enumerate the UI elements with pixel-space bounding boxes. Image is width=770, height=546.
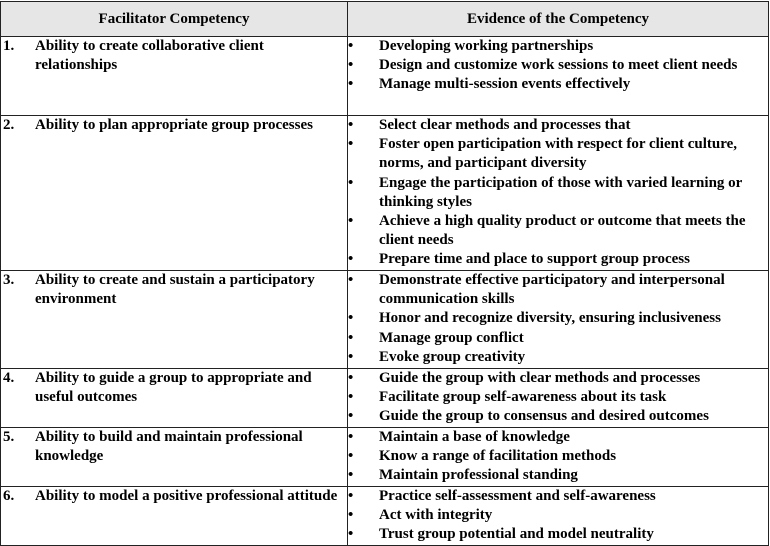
competency-cell <box>1 428 348 487</box>
evidence-text: Evoke group creativity <box>379 348 526 365</box>
bullet-icon: • <box>348 507 354 524</box>
header-row <box>1 2 769 37</box>
bullet-icon: • <box>348 76 354 93</box>
evidence-text: Demonstrate effective participatory and interpersonal communication skills <box>379 272 725 308</box>
bullet-icon: • <box>348 467 354 484</box>
bullet-icon: • <box>348 488 354 504</box>
table-row <box>1 271 769 369</box>
list-item <box>348 487 768 506</box>
list-item <box>348 271 768 309</box>
bullet-icon: • <box>348 136 354 153</box>
bullet-icon: • <box>348 408 354 425</box>
evidence-text: Prepare time and place to support group process <box>379 251 690 268</box>
row-number: 4. <box>3 370 15 386</box>
evidence-list <box>348 369 768 427</box>
header-competency: Facilitator Competency <box>1 2 348 37</box>
list-item <box>348 466 768 485</box>
list-item <box>348 388 768 407</box>
competency-text: Ability to create collaborative client relationships <box>35 38 264 74</box>
evidence-text: Know a range of facilitation methods <box>379 448 617 465</box>
list-item <box>348 75 768 94</box>
table-row <box>1 487 769 546</box>
bullet-icon: • <box>348 448 354 465</box>
list-item <box>348 37 768 56</box>
table-body <box>1 37 769 546</box>
evidence-cell <box>348 37 769 116</box>
bullet-icon: • <box>348 174 354 191</box>
evidence-cell <box>348 487 769 546</box>
row-number: 3. <box>3 272 15 288</box>
evidence-text: Select clear methods and processes that <box>379 117 631 133</box>
bullet-icon: • <box>348 310 354 327</box>
list-item <box>348 447 768 466</box>
competency-text: Ability to model a positive professional attitude <box>35 488 338 504</box>
evidence-text: Guide the group with clear methods and processes <box>379 370 701 386</box>
evidence-list <box>348 428 768 486</box>
list-item <box>348 428 768 447</box>
list-item <box>348 309 768 328</box>
evidence-text: Act with integrity <box>379 507 493 524</box>
competency-cell <box>1 487 348 546</box>
competency-cell <box>1 369 348 428</box>
row-number: 2. <box>3 117 15 133</box>
list-item <box>348 329 768 348</box>
list-item <box>348 407 768 426</box>
list-item <box>348 135 768 173</box>
table-row <box>1 428 769 487</box>
evidence-text: Developing working partnerships <box>379 38 594 54</box>
row-number: 6. <box>3 488 15 504</box>
evidence-cell <box>348 369 769 428</box>
competency-table <box>0 1 769 546</box>
bullet-icon: • <box>348 272 354 288</box>
bullet-icon: • <box>348 389 354 406</box>
evidence-text: Maintain a base of knowledge <box>379 429 570 445</box>
evidence-text: Honor and recognize diversity, ensuring inclusiveness <box>379 310 721 327</box>
competency-text: Ability to build and maintain professional knowledge <box>35 429 303 465</box>
evidence-text: Maintain professional standing <box>379 467 578 484</box>
bullet-icon: • <box>348 370 354 386</box>
evidence-list <box>348 487 768 545</box>
competency-cell <box>1 271 348 369</box>
bullet-icon: • <box>348 213 354 230</box>
bullet-icon: • <box>348 348 354 365</box>
evidence-text: Engage the participation of those with varied learning or thinking styles <box>379 174 743 210</box>
list-item <box>348 174 768 212</box>
header-evidence: Evidence of the Competency <box>348 2 769 37</box>
evidence-text: Manage group conflict <box>379 329 524 346</box>
evidence-cell <box>348 271 769 369</box>
evidence-cell <box>348 116 769 271</box>
list-item <box>348 348 768 367</box>
competency-text: Ability to guide a group to appropriate and useful outcomes <box>35 370 312 406</box>
evidence-text: Foster open participation with respect for client culture, norms, and participant diversity <box>379 136 738 172</box>
competency-cell <box>1 116 348 271</box>
bullet-icon: • <box>348 38 354 54</box>
evidence-list <box>348 116 768 270</box>
evidence-text: Manage multi-session events effectively <box>379 76 631 93</box>
evidence-text: Design and customize work sessions to meet client needs <box>379 57 738 74</box>
evidence-text: Trust group potential and model neutrality <box>379 526 654 543</box>
bullet-icon: • <box>348 329 354 346</box>
evidence-list <box>348 271 768 367</box>
evidence-list <box>348 37 768 95</box>
bullet-icon: • <box>348 57 354 74</box>
list-item <box>348 56 768 75</box>
table-row <box>1 116 769 271</box>
list-item <box>348 369 768 388</box>
competency-cell <box>1 37 348 116</box>
bullet-icon: • <box>348 526 354 543</box>
list-item <box>348 116 768 135</box>
bullet-icon: • <box>348 429 354 445</box>
list-item <box>348 250 768 269</box>
evidence-text: Guide the group to consensus and desired outcomes <box>379 408 709 425</box>
list-item <box>348 506 768 525</box>
list-item <box>348 212 768 250</box>
competency-text: Ability to create and sustain a participatory environment <box>35 272 315 308</box>
bullet-icon: • <box>348 117 354 133</box>
bullet-icon: • <box>348 251 354 268</box>
evidence-text: Facilitate group self-awareness about its task <box>379 389 667 406</box>
row-number: 1. <box>3 38 15 54</box>
evidence-text: Practice self-assessment and self-awareness <box>379 488 656 504</box>
row-number: 5. <box>3 429 15 445</box>
evidence-cell <box>348 428 769 487</box>
evidence-text: Achieve a high quality product or outcome that meets the client needs <box>379 213 746 249</box>
table-row <box>1 37 769 116</box>
table-row <box>1 369 769 428</box>
competency-text: Ability to plan appropriate group processes <box>35 117 313 133</box>
